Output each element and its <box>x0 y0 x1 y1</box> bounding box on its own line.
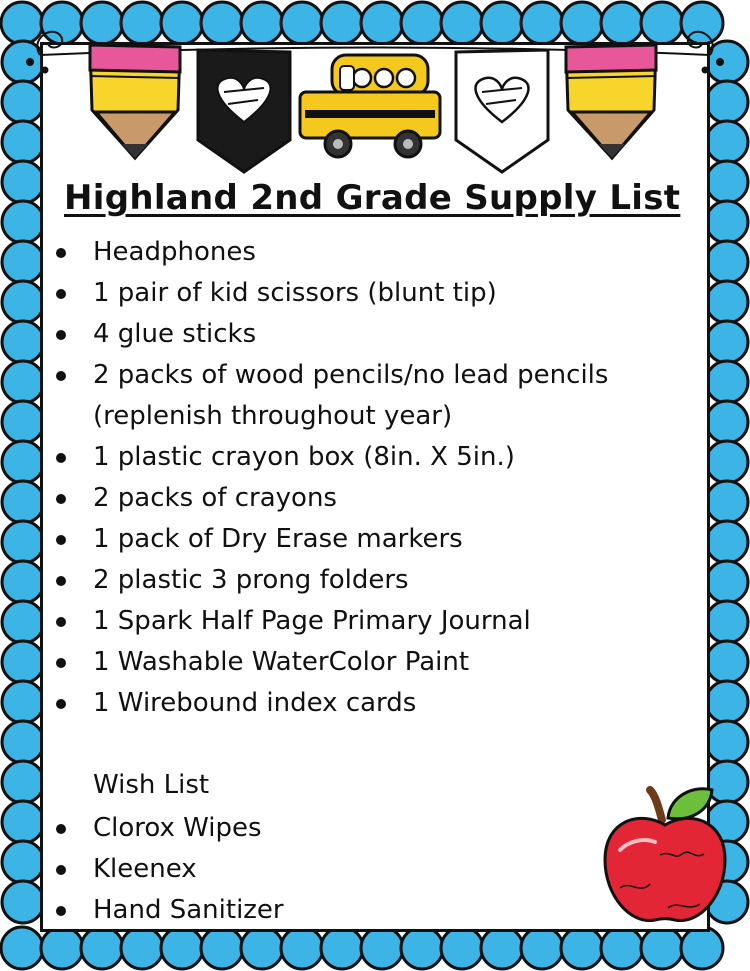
scallop <box>2 841 44 883</box>
scallop <box>2 761 44 803</box>
scallop <box>2 801 44 843</box>
supply-list <box>52 232 608 724</box>
scallop <box>2 321 44 363</box>
supply-item: 2 packs of wood pencils/no lead pencils <box>52 355 608 396</box>
scallop <box>2 561 44 603</box>
wish-list <box>52 808 284 931</box>
wish-item: Hand Sanitizer <box>52 890 284 931</box>
wish-list-heading: Wish List <box>93 770 210 800</box>
supply-item: 2 packs of crayons <box>52 478 608 519</box>
pencil-pennant-icon <box>566 45 656 158</box>
apple-icon <box>600 780 730 930</box>
swirl-left-icon <box>27 32 62 73</box>
scallop <box>361 927 403 969</box>
scallop <box>481 927 523 969</box>
scallop <box>2 201 44 243</box>
scallop <box>81 927 123 969</box>
scallop <box>561 927 603 969</box>
scallop <box>706 641 748 683</box>
scallop <box>1 927 43 969</box>
scallop <box>706 441 748 483</box>
scallop <box>2 601 44 643</box>
scallop <box>2 881 44 923</box>
supply-item: 1 Wirebound index cards <box>52 683 608 724</box>
scallop <box>201 927 243 969</box>
scallop <box>601 927 643 969</box>
scallop <box>41 927 83 969</box>
scallop <box>706 241 748 283</box>
supply-item: 1 pack of Dry Erase markers <box>52 519 608 560</box>
scallop <box>2 681 44 723</box>
scallop <box>706 601 748 643</box>
scallop <box>2 241 44 283</box>
school-bus-icon <box>300 55 440 157</box>
scallop <box>161 927 203 969</box>
wish-item: Kleenex <box>52 849 284 890</box>
scallop <box>706 201 748 243</box>
pennant-banner <box>0 0 750 180</box>
supply-item: 2 plastic 3 prong folders <box>52 560 608 601</box>
scallop <box>706 321 748 363</box>
heart-pennant-icon <box>456 50 548 172</box>
supply-item: 1 plastic crayon box (8in. X 5in.) <box>52 437 608 478</box>
supply-item: 1 pair of kid scissors (blunt tip) <box>52 273 608 314</box>
scallop <box>2 521 44 563</box>
scallop <box>2 441 44 483</box>
scallop <box>2 401 44 443</box>
scallop <box>281 927 323 969</box>
scallop <box>641 927 683 969</box>
scallop <box>241 927 283 969</box>
scallop <box>706 561 748 603</box>
scallop <box>2 281 44 323</box>
scallop <box>706 281 748 323</box>
pencil-pennant-icon <box>90 45 180 158</box>
scallop <box>706 401 748 443</box>
scallop <box>2 721 44 763</box>
supply-item: 1 Spark Half Page Primary Journal <box>52 601 608 642</box>
scallop <box>401 927 443 969</box>
scallop <box>706 521 748 563</box>
swirl-right-icon <box>688 32 723 73</box>
scallop <box>706 481 748 523</box>
scallop <box>2 641 44 683</box>
scallop <box>706 721 748 763</box>
wish-item: Clorox Wipes <box>52 808 284 849</box>
supply-item: Headphones <box>52 232 608 273</box>
scallop <box>2 361 44 403</box>
scallop <box>121 927 163 969</box>
scallop <box>321 927 363 969</box>
scallop <box>706 681 748 723</box>
scallop <box>521 927 563 969</box>
supply-item: 1 Washable WaterColor Paint <box>52 642 608 683</box>
supply-item: 4 glue sticks <box>52 314 608 355</box>
scallop <box>2 481 44 523</box>
heart-pennant-icon <box>198 50 290 172</box>
scallop <box>441 927 483 969</box>
page-title: Highland 2nd Grade Supply List <box>64 178 681 218</box>
scallop <box>681 927 723 969</box>
scallop <box>706 361 748 403</box>
supply-item: (replenish throughout year) <box>93 401 453 431</box>
